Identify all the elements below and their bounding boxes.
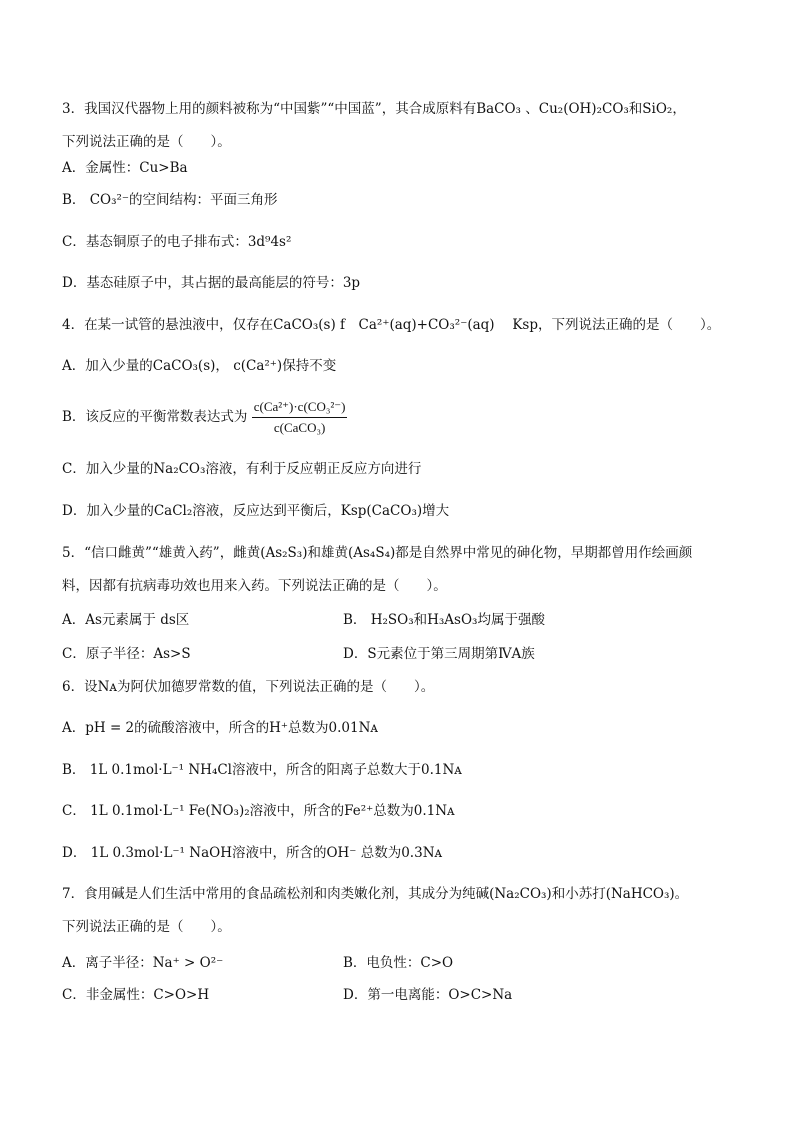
q3-option-b: B． CO₃²⁻的空间结构：平面三角形 <box>62 192 278 208</box>
q7-option-a: A．离子半径：Na⁺ > O²⁻ <box>62 955 224 971</box>
q4-stem: 4．在某一试管的悬浊液中，仅存在CaCO₃(s) f Ca²⁺(aq)+CO₃²⁻(aq) Ksp，下列说法正确的是（ ）。 <box>62 317 721 333</box>
q7-option-d: D．第一电离能：O>C>Na <box>343 987 513 1003</box>
q6-option-c: C． 1L 0.1mol·L⁻¹ Fe(NO₃)₂溶液中，所含的Fe²⁺总数为0.1Nᴀ <box>62 803 455 819</box>
q3-option-d: D．基态硅原子中，其占据的最高能层的符号：3p <box>62 275 361 291</box>
q6-option-d: D． 1L 0.3mol·L⁻¹ NaOH溶液中，所含的OH⁻ 总数为0.3Nᴀ <box>62 845 443 861</box>
q6-option-b: B． 1L 0.1mol·L⁻¹ NH₄Cl溶液中，所含的阳离子总数大于0.1Nᴀ <box>62 762 462 778</box>
q7-stem-line2: 下列说法正确的是（ ）。 <box>62 919 231 935</box>
q4-option-a: A．加入少量的CaCO₃(s)， c(Ca²⁺)保持不变 <box>62 358 337 374</box>
q4-option-c: C．加入少量的Na₂CO₃溶液，有利于反应朝正反应方向进行 <box>62 461 422 477</box>
q4-fraction-numerator: c(Ca²⁺)·c(CO₃²⁻) <box>252 398 348 418</box>
q7-option-b: B．电负性：C>O <box>343 955 454 971</box>
q5-option-c: C．原子半径：As>S <box>62 646 191 662</box>
q4-fraction-denominator: c(CaCO₃) <box>273 420 326 435</box>
q3-stem-line1: 3．我国汉代器物上用的颜料被称为“中国紫”“中国蓝”，其合成原料有BaCO₃ 、Cu₂(OH)₂CO₃和SiO₂， <box>62 101 686 117</box>
q4-option-d: D．加入少量的CaCl₂溶液，反应达到平衡后，Ksp(CaCO₃)增大 <box>62 503 450 519</box>
q5-stem-line2: 料，因都有抗病毒功效也用来入药。下列说法正确的是（ ）。 <box>62 578 447 594</box>
q4-option-b-prefix: B．该反应的平衡常数表达式为 <box>62 409 248 425</box>
q6-stem: 6．设Nᴀ为阿伏加德罗常数的值，下列说法正确的是（ ）。 <box>62 679 435 695</box>
q7-stem-line1: 7．食用碱是人们生活中常用的食品疏松剂和肉类嫩化剂，其成分为纯碱(Na₂CO₃)和小苏打(NaHCO₃)。 <box>62 886 689 902</box>
q5-stem-line1: 5．“信口雌黄”“雄黄入药”，雌黄(As₂S₃)和雄黄(As₄S₄)都是自然界中常见的砷化物，早期都曾用作绘画颜 <box>62 545 693 561</box>
q6-option-a: A．pH = 2的硫酸溶液中，所含的H⁺总数为0.01Nᴀ <box>62 720 379 736</box>
q3-option-c: C．基态铜原子的电子排布式：3d⁹4s² <box>62 234 292 250</box>
q5-option-b: B． H₂SO₃和H₃AsO₃均属于强酸 <box>343 612 545 628</box>
q7-option-c: C．非金属性：C>O>H <box>62 987 210 1003</box>
q5-option-a: A．As元素属于 ds区 <box>62 612 190 628</box>
q3-stem-line2: 下列说法正确的是（ ）。 <box>62 134 231 150</box>
q4-option-b <box>62 398 347 437</box>
q3-option-a: A．金属性：Cu>Ba <box>62 160 188 176</box>
q5-option-d: D．S元素位于第三周期第ⅣA族 <box>343 646 535 662</box>
q4-equilibrium-fraction <box>252 398 348 437</box>
